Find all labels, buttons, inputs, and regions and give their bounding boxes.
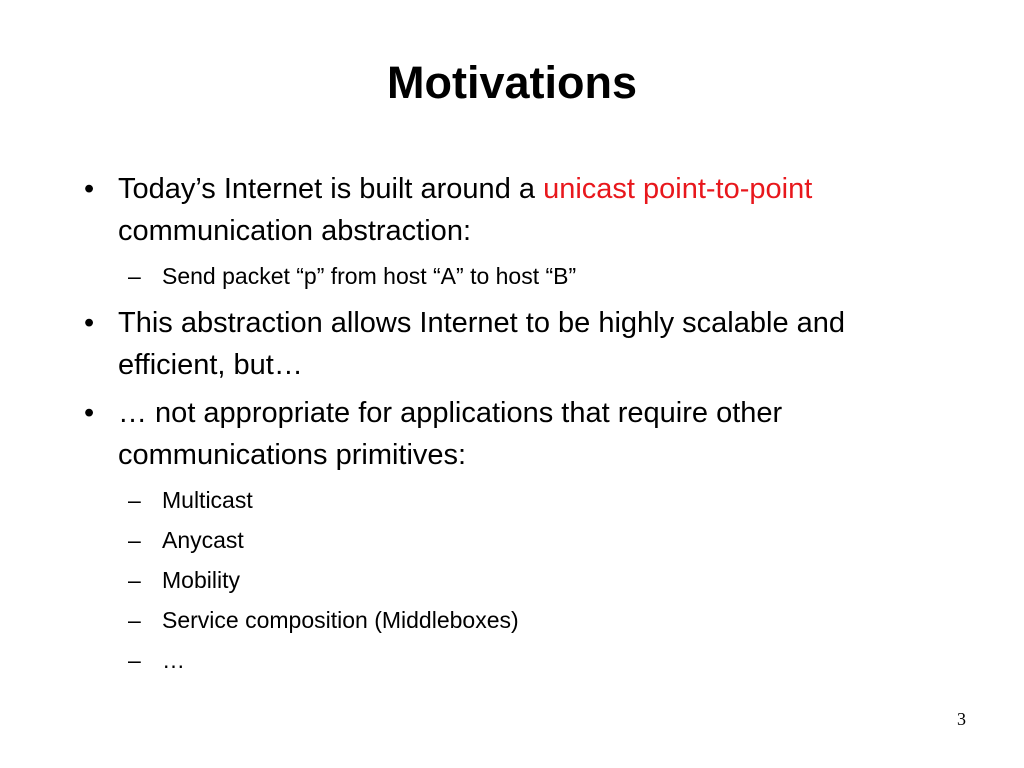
sub-bullet-marker: – <box>128 263 141 289</box>
bullet-text: This abstraction allows Internet to be highly scalable and efficient, but… <box>118 307 846 381</box>
sub-bullet-list <box>118 256 960 296</box>
sub-bullet-item <box>118 520 960 560</box>
sub-bullet-text: Anycast <box>162 527 244 553</box>
sub-bullet-text: Mobility <box>162 567 240 593</box>
page-number: 3 <box>957 709 966 729</box>
bullet-marker: • <box>84 173 95 205</box>
sub-bullet-item <box>118 600 960 640</box>
bullet-text: Today’s Internet is built around a <box>118 173 544 205</box>
sub-bullet-item <box>118 640 960 680</box>
bullet-item <box>80 392 960 680</box>
bullet-marker: • <box>84 307 95 339</box>
bullet-text-continued: communication abstraction: <box>118 215 471 247</box>
slide-title: Motivations <box>386 57 637 108</box>
sub-bullet-text: Service composition (Middleboxes) <box>162 607 519 633</box>
sub-bullet-marker: – <box>128 607 141 633</box>
sub-bullet-marker: – <box>128 487 141 513</box>
sub-bullet-marker: – <box>128 527 141 553</box>
sub-bullet-text: Multicast <box>162 487 253 513</box>
bullet-marker: • <box>84 397 95 429</box>
bullet-item <box>80 302 960 386</box>
bullet-text: … not appropriate for applications that require other communications primitives: <box>118 397 783 471</box>
bullet-highlight: unicast point-to-point <box>543 173 813 205</box>
sub-bullet-list <box>118 480 960 680</box>
bullet-item <box>80 168 960 296</box>
sub-bullet-item <box>118 256 960 296</box>
sub-bullet-text: … <box>162 647 185 673</box>
sub-bullet-marker: – <box>128 567 141 593</box>
bullet-list <box>80 168 960 686</box>
sub-bullet-text: Send packet “p” from host “A” to host “B” <box>162 263 577 289</box>
sub-bullet-item <box>118 560 960 600</box>
sub-bullet-item <box>118 480 960 520</box>
sub-bullet-marker: – <box>128 647 141 673</box>
